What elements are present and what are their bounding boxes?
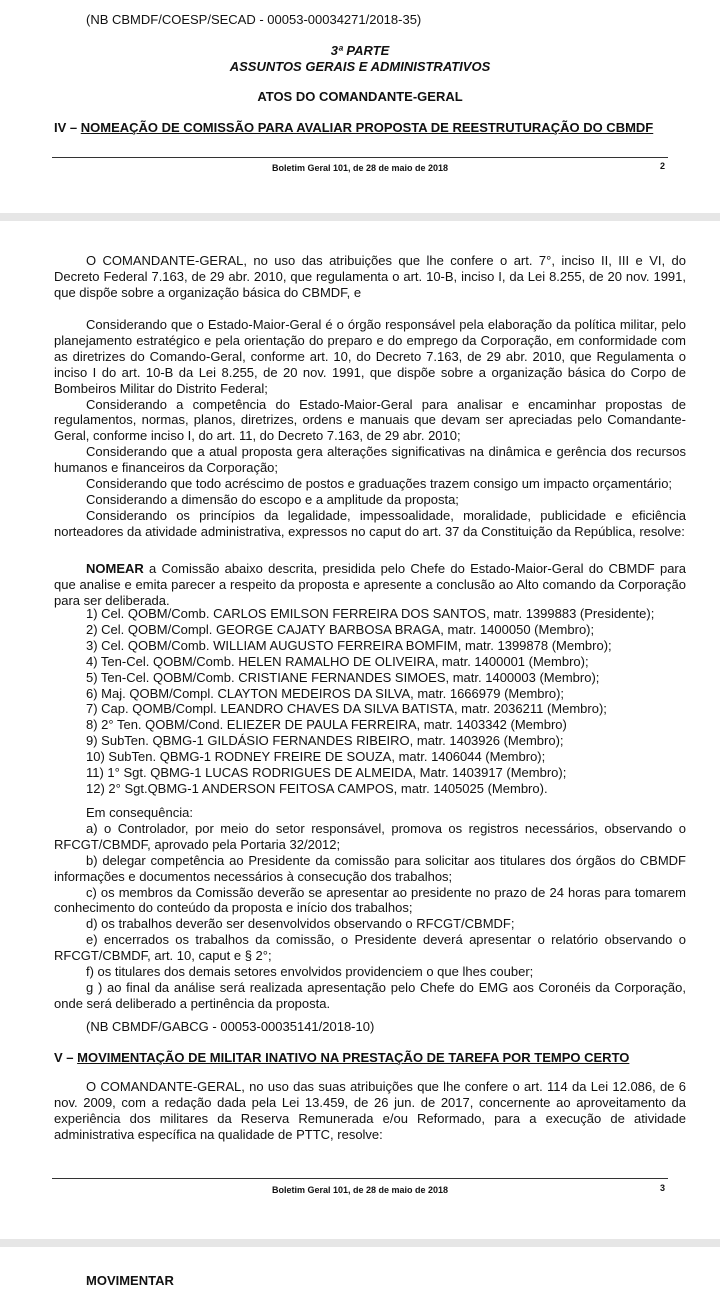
section-title: ASSUNTOS GERAIS E ADMINISTRATIVOS (229, 59, 491, 74)
commission-members (86, 606, 654, 797)
page-separator (0, 213, 720, 221)
next-page-partial-text: MOVIMENTAR (86, 1273, 174, 1288)
consequencia-c: c) os membros da Comissão deverão se apresentar ao presidente no prazo de 24 horas para tomarem conhecimento do conteúdo da proposta e início dos trabalhos; (54, 884, 686, 916)
member-item: 3) Cel. QOBM/Comb. WILLIAM AUGUSTO FERREIRA BOMFIM, matr. 1399878 (Membro); (86, 637, 612, 653)
page-footer: Boletim Geral 101, de 28 de maio de 2018 (271, 163, 449, 173)
nomear-text: a Comissão abaixo descrita, presidida pelo Chefe do Estado-Maior-Geral do CBMDF para que analise e emita parecer a respeito da proposta e apresente a conclusão ao Alto comando da Corporação para ser deliberada. (54, 561, 686, 608)
member-item: 11) 1° Sgt. QBMG-1 LUCAS RODRIGUES DE ALMEIDA, Matr. 1403917 (Membro); (86, 765, 567, 781)
page-footer: Boletim Geral 101, de 28 de maio de 2018 (271, 1185, 449, 1195)
page-2-fragment (0, 0, 720, 213)
consequencia-d: d) os trabalhos deverão ser desenvolvidos observando o RFCGT/CBMDF; (86, 916, 515, 932)
footer-rule (52, 157, 668, 158)
considerando-4: Considerando que todo acréscimo de postos e graduações trazem consigo um impacto orçamentário; (86, 476, 673, 492)
considerandos-block (54, 317, 686, 540)
member-item: 10) SubTen. QBMG-1 RODNEY FREIRE DE SOUZA, matr. 1406044 (Membro); (86, 749, 546, 765)
considerando-2: Considerando a competência do Estado-Maior-Geral para analisar e encaminhar propostas de regulamentos, normas, planos, diretrizes, ordens e manuais que devam ser apreciadas pelo Comandante-Geral, conforme inciso I, do art. 11, do Decreto 7.163, de 29 abr. 2010; (54, 396, 686, 444)
consequencia-g: g ) ao final da análise será realizada apresentação pelo Chefe do EMG aos Coronéis da Corporação, onde será deliberado a pertinência da proposta. (54, 979, 686, 1011)
consequencia-e: e) encerrados os trabalhos da comissão, o Presidente deverá apresentar o relatório observando o RFCGT/CBMDF, art. 10, caput e § 2°; (54, 932, 686, 964)
item-v-title: MOVIMENTAÇÃO DE MILITAR INATIVO NA PRESTAÇÃO DE TAREFA POR TEMPO CERTO (77, 1050, 630, 1065)
member-item: 9) SubTen. QBMG-1 GILDÁSIO FERNANDES RIBEIRO, matr. 1403926 (Membro); (86, 733, 564, 749)
item-v-prefix: V – (54, 1050, 78, 1065)
considerando-6: Considerando os princípios da legalidade, impessoalidade, moralidade, publicidade e eficiência norteadores da atividade administrativa, expressos no caput do art. 37 da Constituição da República, resolve: (54, 507, 686, 539)
considerando-1: Considerando que o Estado-Maior-Geral é o órgão responsável pela elaboração da política militar, pelo planejamento estratégico e pela orientação do preparo e do emprego da Corporação, em conformidade com as diretrizes do Comando-Geral, conforme art. 10, do Decreto 7.163, de 29 abr. 2010, que Regulamenta o inciso I do art. 10-B da Lei 8.255, de 20 nov. 1991, que dispõe sobre a organização básica do Corpo de Bombeiros Militar do Distrito Federal; (54, 317, 686, 396)
nomear-paragraph (54, 561, 686, 609)
item-iv-heading (54, 120, 653, 136)
member-item: 7) Cap. QOMB/Compl. LEANDRO CHAVES DA SILVA BATISTA, matr. 2036211 (Membro); (86, 701, 607, 717)
considerando-5: Considerando a dimensão do escopo e a amplitude da proposta; (86, 491, 459, 507)
member-item: 5) Ten-Cel. QOBM/Comb. CRISTIANE FERNANDES SIMOES, matr. 1400003 (Membro); (86, 669, 600, 685)
item-v-heading (54, 1050, 629, 1066)
member-item: 6) Maj. QOBM/Compl. CLAYTON MEDEIROS DA SILVA, matr. 1666979 (Membro); (86, 685, 565, 701)
acts-title: ATOS DO COMANDANTE-GERAL (257, 89, 463, 104)
page-4-fragment (0, 1247, 720, 1288)
considerando-3: Considerando que a atual proposta gera alterações significativas na dinâmica e gerência dos recursos humanos e financeiros da Corporação; (54, 444, 686, 476)
page-number: 3 (660, 1183, 666, 1193)
member-item: 4) Ten-Cel. QOBM/Comb. HELEN RAMALHO DE OLIVEIRA, matr. 1400001 (Membro); (86, 653, 589, 669)
item-iv-prefix: IV – (54, 120, 81, 135)
consequencias-block (54, 805, 686, 1012)
page-separator (0, 1239, 720, 1247)
consequencia-title: Em consequência: (86, 805, 193, 820)
document-reference: (NB CBMDF/COESP/SECAD - 00053-00034271/2018-35) (86, 12, 422, 27)
intro-paragraph: O COMANDANTE-GERAL, no uso das atribuições que lhe confere o art. 7°, inciso II, III e VI, do Decreto Federal 7.163, de 29 abr. 2010, que regulamenta o art. 10-B, inciso I, da Lei 8.255, de 20 nov. 1991, que dispõe sobre a organização básica do CBMDF, e (54, 253, 686, 300)
member-item: 12) 2° Sgt.QBMG-1 ANDERSON FEITOSA CAMPOS, matr. 1405025 (Membro). (86, 780, 548, 796)
item-v-paragraph: O COMANDANTE-GERAL, no uso das suas atribuições que lhe confere o art. 114 da Lei 12.086, de 6 nov. 2009, com a redação dada pela Lei 13.459, de 26 jun. de 2017, concernente ao aproveitamento da experiência dos militares da Reserva Remunerada e/ou Reformado, para a execução de atividade administrativa específica na qualidade de PTTC, resolve: (54, 1079, 686, 1142)
member-item: 1) Cel. QOBM/Comb. CARLOS EMILSON FERREIRA DOS SANTOS, matr. 1399883 (Presidente); (86, 606, 655, 621)
footer-rule (52, 1178, 668, 1179)
consequencia-a: a) o Controlador, por meio do setor responsável, promova os registros necessários, observando o RFCGT/CBMDF, aprovado pela Portaria 32/2012; (54, 820, 686, 852)
consequencia-b: b) delegar competência ao Presidente da comissão para solicitar aos titulares dos órgãos do CBMDF informações e documentos necessários à consecução dos trabalhos; (54, 852, 686, 884)
consequencia-f: f) os titulares dos demais setores envolvidos providenciem o que lhes couber; (86, 964, 534, 980)
page-number: 2 (660, 161, 666, 171)
member-item: 8) 2° Ten. QOBM/Cond. ELIEZER DE PAULA FERREIRA, matr. 1403342 (Membro) (86, 717, 567, 733)
member-item: 2) Cel. QOBM/Compl. GEORGE CAJATY BARBOSA BRAGA, matr. 1400050 (Membro); (86, 621, 595, 637)
nomear-word: NOMEAR (86, 561, 144, 576)
item-iv-title: NOMEAÇÃO DE COMISSÃO PARA AVALIAR PROPOSTA DE REESTRUTURAÇÃO DO CBMDF (80, 120, 654, 135)
part-heading: 3ª PARTE (330, 43, 390, 58)
document-reference-2: (NB CBMDF/GABCG - 00053-00035141/2018-10) (86, 1019, 375, 1034)
